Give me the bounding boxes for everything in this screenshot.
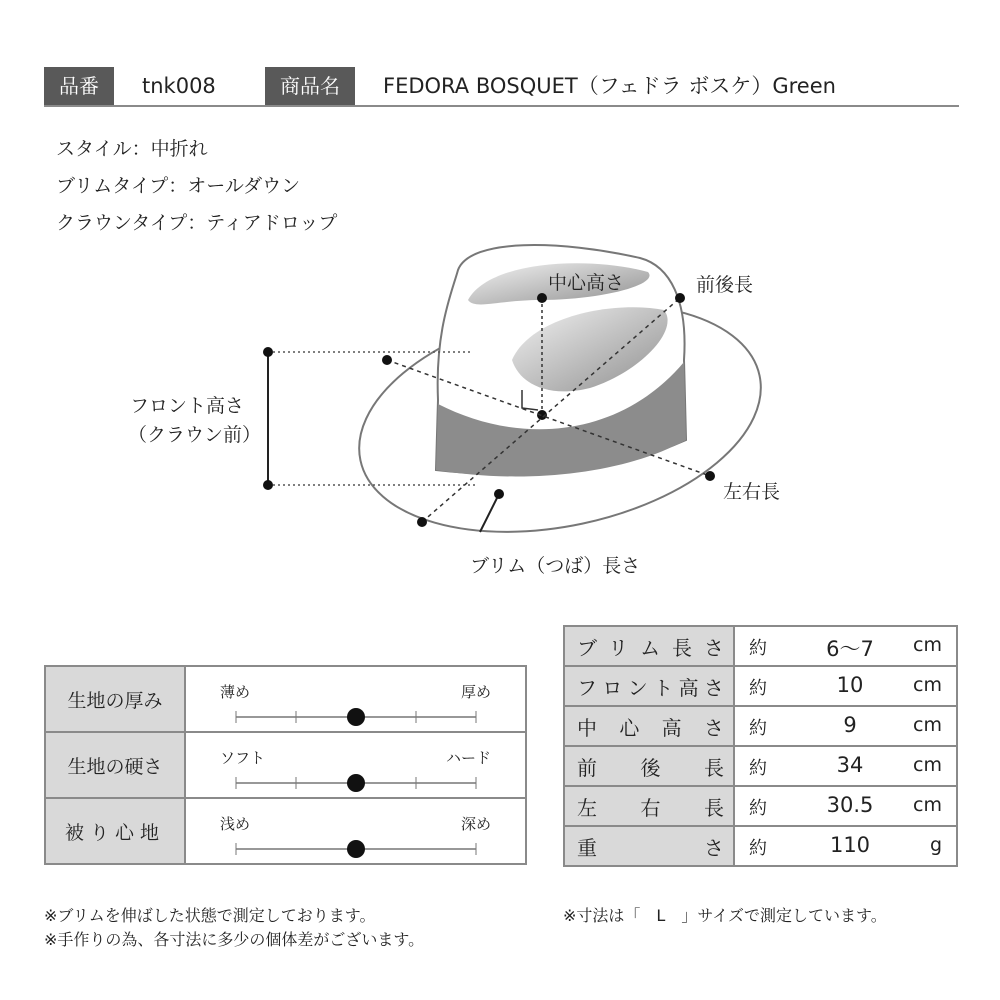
size-value-cell xyxy=(734,666,957,706)
note-handmade: ※手作りの為、各寸法に多少の個体差がございます。 xyxy=(44,930,425,949)
size-value: 9 xyxy=(843,713,857,737)
scale-right-label: ハード xyxy=(445,749,491,767)
feel-row-hardness xyxy=(45,732,526,798)
scale-left-label: 浅め xyxy=(220,815,251,833)
label-front-back: 前後長 xyxy=(696,274,754,296)
feel-row-thickness xyxy=(45,666,526,732)
feel-scale xyxy=(185,798,526,864)
spec-crown-type: クラウンタイプ：ティアドロップ xyxy=(56,212,338,234)
scale-marker xyxy=(347,840,365,858)
feel-label: 生地の硬さ xyxy=(45,732,185,798)
code-label: 品番 xyxy=(44,67,114,105)
size-label: 中心高さ xyxy=(564,706,734,746)
scale-marker xyxy=(347,774,365,792)
scale-bar xyxy=(186,667,525,735)
feel-label: 生地の厚み xyxy=(45,666,185,732)
feel-scale xyxy=(185,732,526,798)
size-label: 左右長 xyxy=(564,786,734,826)
size-row xyxy=(564,786,957,826)
scale-bar xyxy=(186,733,525,801)
size-row xyxy=(564,626,957,666)
approx-mark: 約 xyxy=(749,718,767,739)
size-value-cell xyxy=(734,746,957,786)
scale-left-label: ソフト xyxy=(220,749,266,767)
size-label: 前後長 xyxy=(564,746,734,786)
size-unit: cm xyxy=(913,754,942,776)
label-center-height: 中心高さ xyxy=(548,272,625,294)
approx-mark: 約 xyxy=(749,758,767,779)
fabric-feel-table xyxy=(44,665,527,865)
size-unit: cm xyxy=(913,794,942,816)
feel-scale xyxy=(185,666,526,732)
size-row xyxy=(564,666,957,706)
label-left-right: 左右長 xyxy=(723,481,781,503)
size-value-cell xyxy=(734,626,957,666)
size-value: 110 xyxy=(829,833,871,857)
scale-right-label: 厚め xyxy=(460,683,491,701)
scale-left-label: 薄め xyxy=(220,683,251,701)
approx-mark: 約 xyxy=(749,678,767,699)
feel-label: 被り心地 xyxy=(45,798,185,864)
label-front-height: フロント高さ xyxy=(130,395,245,417)
size-value-cell xyxy=(734,786,957,826)
size-value: 6〜7 xyxy=(826,637,874,661)
size-label: フロント高さ xyxy=(564,666,734,706)
size-value: 10 xyxy=(836,673,864,697)
product-code: tnk008 xyxy=(142,74,216,98)
size-row xyxy=(564,746,957,786)
approx-mark: 約 xyxy=(749,838,767,859)
size-unit: g xyxy=(929,834,942,856)
size-row xyxy=(564,706,957,746)
note-size-measured: ※寸法は「 L 」サイズで測定しています。 xyxy=(563,906,887,925)
size-value: 30.5 xyxy=(826,793,874,817)
size-label: ブリム長さ xyxy=(564,626,734,666)
scale-marker xyxy=(347,708,365,726)
size-table xyxy=(563,625,958,867)
size-unit: cm xyxy=(913,714,942,736)
product-name-label: 商品名 xyxy=(265,67,355,105)
spec-brim-type: ブリムタイプ：オールダウン xyxy=(56,175,301,197)
scale-right-label: 深め xyxy=(460,815,491,833)
feel-row-fit xyxy=(45,798,526,864)
size-value-cell xyxy=(734,706,957,746)
note-brim-measure: ※ブリムを伸ばした状態で測定しております。 xyxy=(44,906,376,925)
size-unit: cm xyxy=(913,634,942,656)
size-label: 重さ xyxy=(564,826,734,866)
size-row xyxy=(564,826,957,866)
approx-mark: 約 xyxy=(749,638,767,659)
label-brim-length: ブリム（つば）長さ xyxy=(470,555,641,577)
size-unit: cm xyxy=(913,674,942,696)
product-name: FEDORA BOSQUET（フェドラ ボスケ）Green xyxy=(383,74,836,98)
spec-style: スタイル：中折れ xyxy=(56,138,208,160)
label-front-height-sub: （クラウン前） xyxy=(128,424,262,446)
size-value-cell xyxy=(734,826,957,866)
size-value: 34 xyxy=(836,753,864,777)
scale-bar xyxy=(186,799,525,867)
approx-mark: 約 xyxy=(749,798,767,819)
